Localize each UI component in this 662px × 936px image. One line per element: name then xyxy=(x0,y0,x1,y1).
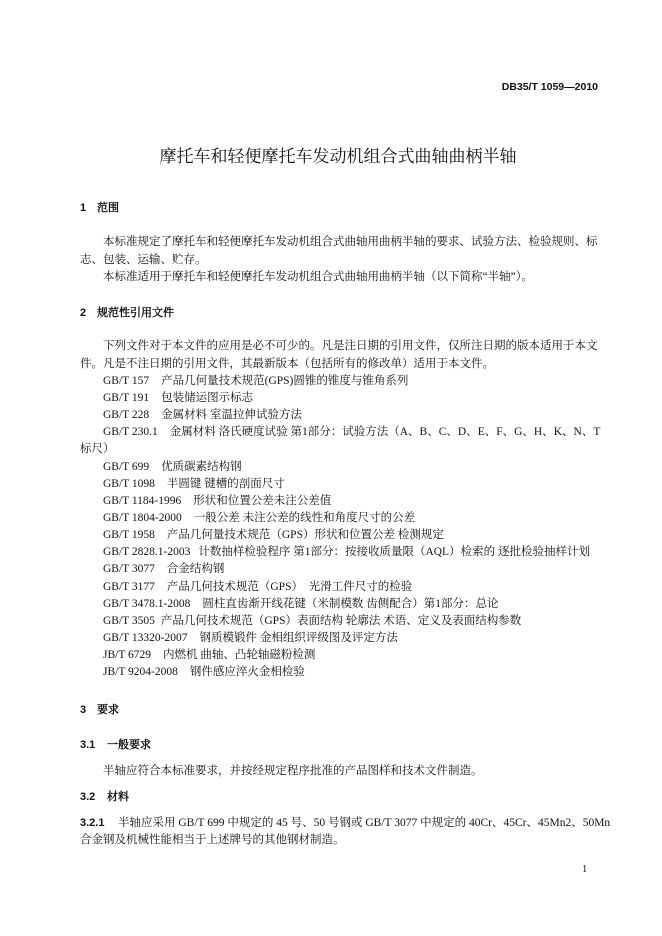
section-heading xyxy=(80,200,119,216)
reference-code: JB/T 9204-2008 xyxy=(103,666,178,678)
subsection-heading xyxy=(80,789,129,805)
paragraph-line: 件。凡是不注日期的引用文件，其最新版本（包括所有的修改单）适用于本文件。 xyxy=(80,358,494,370)
reference-code: JB/T 6729 xyxy=(103,649,152,661)
reference-code: GB/T 3077 xyxy=(103,563,155,575)
reference-title: 计数抽样检验程序 第1部分：按接收质量限（AQL）检索的 逐批检验抽样计划 xyxy=(198,546,590,558)
section-title: 规范性引用文件 xyxy=(97,307,174,319)
reference-code: GB/T 1184-1996 xyxy=(103,495,182,507)
reference-code: GB/T 2828.1-2003 xyxy=(103,546,191,558)
reference-title: 圆柱直齿渐开线花键（米制模数 齿侧配合）第1部分：总论 xyxy=(202,598,499,610)
reference-title: 产品几何量技术规范（GPS）形状和位置公差 检测规定 xyxy=(166,529,444,541)
reference-code: GB/T 228 xyxy=(103,409,150,421)
reference-title-continuation: 标尺） xyxy=(80,443,115,455)
reference-item xyxy=(103,579,412,595)
reference-title: 包装储运图示标志 xyxy=(161,392,254,404)
reference-title: 优质碳素结构钢 xyxy=(161,461,242,473)
reference-item xyxy=(103,424,600,440)
reference-title: 形状和位置公差未注公差值 xyxy=(193,495,332,507)
reference-code: GB/T 1804-2000 xyxy=(103,512,182,524)
section-number: 2 xyxy=(80,307,87,319)
reference-item xyxy=(103,390,253,406)
paragraph-line: 半轴应符合本标准要求，并按经规定程序批准的产品图样和技术文件制造。 xyxy=(103,765,483,777)
reference-item xyxy=(103,527,444,543)
section-number: 1 xyxy=(80,202,87,214)
paragraph-line: 下列文件对于本文件的应用是必不可少的。凡是注日期的引用文件，仅所注日期的版本适用于本文 xyxy=(103,340,598,352)
reference-item xyxy=(103,647,315,663)
reference-item xyxy=(103,561,224,577)
clause-text: 半轴应采用 GB/T 699 中规定的 45 号、50 号钢或 GB/T 3077 中规定的 40Cr、45Cr、45Mn2、50Mn xyxy=(118,817,611,829)
reference-title: 钢质模锻件 金相组织评级图及评定方法 xyxy=(199,632,398,644)
clause-line xyxy=(80,815,610,831)
subsection-number: 3.1 xyxy=(80,739,96,751)
reference-title: 半圆键 键槽的剖面尺寸 xyxy=(166,478,285,490)
section-heading xyxy=(80,305,174,321)
reference-item xyxy=(103,510,415,526)
reference-code: GB/T 1958 xyxy=(103,529,155,541)
reference-item xyxy=(103,664,305,680)
reference-item xyxy=(103,493,331,509)
reference-item xyxy=(103,630,398,646)
reference-title: 一般公差 未注公差的线性和角度尺寸的公差 xyxy=(193,512,416,524)
reference-item xyxy=(103,407,302,423)
reference-code: GB/T 13320-2007 xyxy=(103,632,188,644)
paragraph-line: 本标准规定了摩托车和轻便摩托车发动机组合式曲轴用曲柄半轴的要求、试验方法、检验规则、标 xyxy=(103,236,598,248)
reference-code: GB/T 1098 xyxy=(103,478,155,490)
section-number: 3 xyxy=(80,704,87,716)
reference-code: GB/T 3478.1-2008 xyxy=(103,598,191,610)
section-title: 要求 xyxy=(97,704,119,716)
reference-title: 产品几何技术规范（GPS）表面结构 轮廓法 术语、定义及表面结构参数 xyxy=(160,615,522,627)
reference-code: GB/T 3177 xyxy=(103,581,155,593)
reference-title: 合金结构钢 xyxy=(166,563,225,575)
section-heading xyxy=(80,702,119,718)
reference-code: GB/T 3505 xyxy=(103,615,155,627)
reference-title: 内燃机 曲轴、凸轮轴磁粉检测 xyxy=(163,649,316,661)
subsection-title: 材料 xyxy=(107,791,129,803)
standard-code: DB35/T 1059—2010 xyxy=(501,81,598,93)
reference-item xyxy=(103,459,242,475)
reference-title: 金属材料 洛氏硬度试验 第1部分：试验方法（A、B、C、D、E、F、G、H、K、N、T xyxy=(169,426,601,438)
page-number: 1 xyxy=(582,864,588,875)
reference-item xyxy=(103,476,285,492)
reference-title: 产品几何技术规范（GPS） 光滑工件尺寸的检验 xyxy=(166,581,413,593)
reference-title: 金属材料 室温拉伸试验方法 xyxy=(161,409,302,421)
clause-line: 合金钢及机械性能相当于上述牌号的其他钢材制造。 xyxy=(80,834,345,846)
reference-title: 钢件感应淬火金相检验 xyxy=(189,666,305,678)
subsection-number: 3.2 xyxy=(80,791,96,803)
reference-code: GB/T 157 xyxy=(103,375,150,387)
reference-item xyxy=(103,613,521,629)
subsection-title: 一般要求 xyxy=(107,739,151,751)
reference-item xyxy=(103,373,408,389)
reference-title: 产品几何量技术规范(GPS)圆锥的锥度与锥角系列 xyxy=(161,375,409,387)
reference-code: GB/T 230.1 xyxy=(103,426,158,438)
reference-item xyxy=(103,544,590,560)
paragraph-line: 志、包装、运输、贮存。 xyxy=(80,254,207,266)
subsection-heading xyxy=(80,737,151,753)
reference-code: GB/T 191 xyxy=(103,392,150,404)
reference-code: GB/T 699 xyxy=(103,461,150,473)
section-title: 范围 xyxy=(97,202,119,214)
clause-number: 3.2.1 xyxy=(80,817,105,829)
document-title: 摩托车和轻便摩托车发动机组合式曲轴曲柄半轴 xyxy=(159,147,517,166)
paragraph-line: 本标准适用于摩托车和轻便摩托车发动机组合式曲轴用曲柄半轴（以下简称“半轴”）。 xyxy=(103,271,533,283)
reference-item xyxy=(103,596,498,612)
